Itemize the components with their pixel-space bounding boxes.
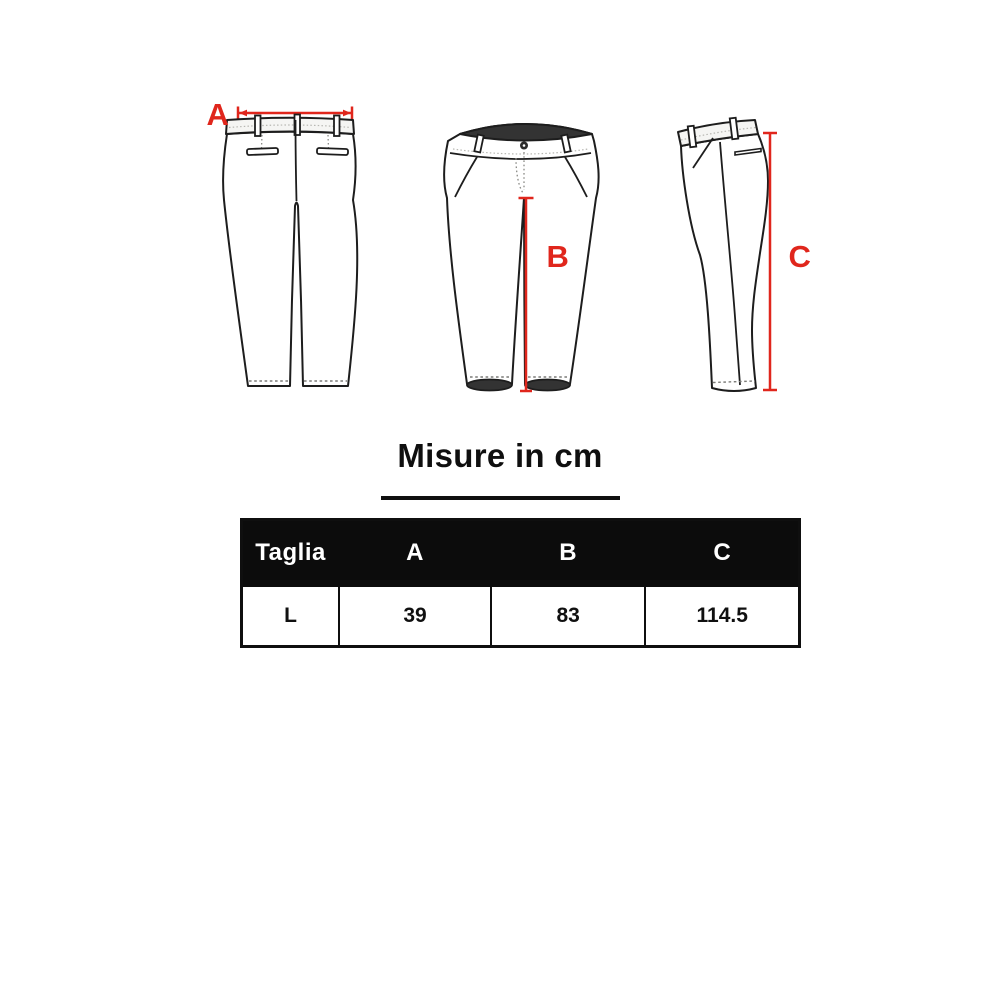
hem-openings	[467, 380, 570, 391]
size-table-header-taglia: Taglia	[242, 520, 340, 587]
size-table-header-b: B	[491, 520, 646, 587]
pants-side-body	[681, 134, 768, 391]
measure-label-b: B	[546, 239, 570, 274]
measure-label-c: C	[788, 239, 812, 274]
pants-front-body	[444, 124, 599, 384]
pants-front-view-svg	[440, 100, 605, 400]
pants-back-view-drawing	[215, 100, 360, 400]
measure-label-a: A	[206, 97, 230, 132]
pants-front-view-drawing	[440, 100, 605, 400]
size-cell-a: 39	[339, 586, 491, 647]
size-cell-b: 83	[491, 586, 646, 647]
title-underline	[381, 496, 620, 500]
size-table-header-c: C	[645, 520, 799, 587]
pants-back-view-svg	[215, 100, 360, 400]
size-cell-taglia: L	[242, 586, 340, 647]
size-table-header-row	[242, 520, 800, 587]
size-cell-c: 114.5	[645, 586, 799, 647]
size-table-header-a: A	[339, 520, 491, 587]
page-title: Misure in cm	[397, 437, 603, 474]
waist-button	[520, 142, 528, 150]
pants-back-body	[223, 132, 357, 386]
size-table	[240, 518, 801, 648]
center-back-seam	[296, 120, 297, 201]
size-table-row	[242, 586, 800, 647]
